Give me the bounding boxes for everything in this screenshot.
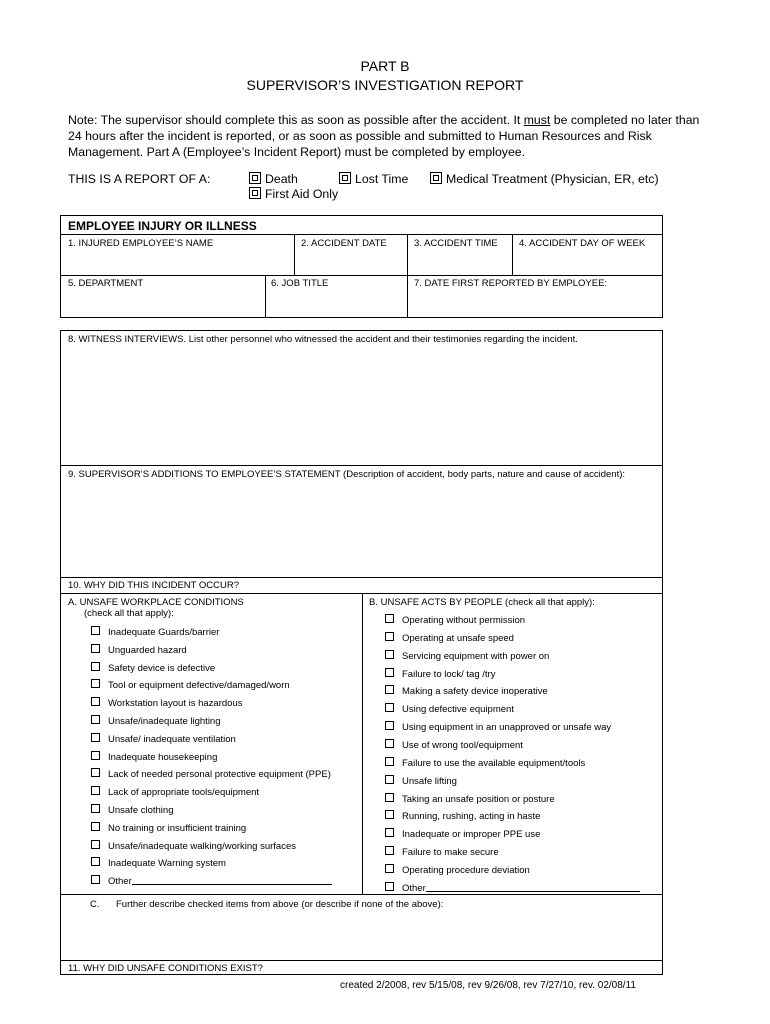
checklist-item[interactable] bbox=[91, 751, 217, 764]
checklist-item[interactable] bbox=[385, 721, 611, 734]
checkbox-icon bbox=[91, 857, 100, 866]
checkbox-icon bbox=[385, 882, 394, 891]
checklist-item[interactable] bbox=[91, 626, 219, 639]
checkbox-icon bbox=[91, 768, 100, 777]
note-text-after: be completed no later than 24 hours after the incident is reported, or as soon as possible and submitted to Human Resources and Risk Management. Part A (Employee’s Incident Report) must be completed by employee. bbox=[68, 113, 700, 159]
option-label: Medical Treatment (Physician, ER, etc) bbox=[446, 172, 659, 186]
checklist-item-label: No training or insufficient training bbox=[108, 822, 247, 834]
checklist-item[interactable] bbox=[385, 668, 495, 681]
divider bbox=[60, 960, 663, 961]
checkbox-icon bbox=[91, 751, 100, 760]
checkbox-icon bbox=[385, 775, 394, 784]
further-describe-field[interactable]: Further describe checked items from above (or describe if none of the above): bbox=[116, 899, 444, 910]
checklist-item[interactable] bbox=[91, 679, 290, 692]
injury-heading: EMPLOYEE INJURY OR ILLNESS bbox=[68, 219, 257, 233]
checkbox-icon bbox=[91, 679, 100, 688]
checklist-item-label: Unsafe clothing bbox=[108, 805, 174, 816]
checkbox-icon bbox=[385, 757, 394, 766]
injured-employee-name-field[interactable]: 1. INJURED EMPLOYEE’S NAME bbox=[68, 238, 214, 249]
why-incident-label: 10. WHY DID THIS INCIDENT OCCUR? bbox=[68, 580, 240, 591]
divider bbox=[265, 275, 266, 318]
checklist-item-label: Unguarded hazard bbox=[108, 644, 187, 656]
checkbox-icon bbox=[385, 632, 394, 641]
checklist-item-label: Operating at unsafe speed bbox=[402, 632, 514, 644]
checkbox-icon bbox=[385, 721, 394, 730]
checklist-item-label: Unsafe/ inadequate ventilation bbox=[108, 733, 236, 745]
checklist-item[interactable] bbox=[91, 697, 242, 710]
checklist-item[interactable] bbox=[91, 822, 246, 835]
divider bbox=[60, 275, 663, 276]
option-label: Death bbox=[265, 172, 298, 186]
checkbox-icon bbox=[385, 739, 394, 748]
checklist-item[interactable] bbox=[385, 775, 457, 788]
checkbox-icon bbox=[91, 662, 100, 671]
accident-day-field[interactable]: 4. ACCIDENT DAY OF WEEK bbox=[519, 238, 646, 249]
divider bbox=[407, 234, 408, 318]
checklist-item[interactable] bbox=[91, 662, 215, 675]
note-text-before: Note: The supervisor should complete this as soon as possible after the accident. It bbox=[68, 113, 524, 127]
supervisor-additions-field[interactable]: 9. SUPERVISOR’S ADDITIONS TO EMPLOYEE’S STATEMENT (Description of accident, body parts, nature and cause of accident): bbox=[68, 469, 626, 480]
checkbox-icon bbox=[91, 715, 100, 724]
checklist-item-label: Using equipment in an unapproved or unsafe way bbox=[402, 722, 612, 734]
divider bbox=[60, 465, 663, 466]
date-first-reported-field[interactable]: 7. DATE FIRST REPORTED BY EMPLOYEE: bbox=[414, 278, 608, 289]
checkbox-icon bbox=[385, 846, 394, 855]
checkbox-icon bbox=[249, 172, 261, 184]
checkbox-icon bbox=[385, 864, 394, 873]
checklist-item[interactable] bbox=[385, 739, 523, 752]
checkbox-icon bbox=[385, 650, 394, 659]
further-describe-letter: C. bbox=[90, 899, 100, 910]
report-type-medical[interactable] bbox=[430, 172, 659, 186]
checkbox-icon bbox=[91, 840, 100, 849]
checklist-item-label: Operating procedure deviation bbox=[402, 864, 530, 876]
checklist-item[interactable] bbox=[91, 733, 236, 746]
report-type-first-aid[interactable] bbox=[249, 187, 338, 201]
checkbox-icon bbox=[91, 875, 100, 884]
checklist-item[interactable] bbox=[91, 804, 173, 817]
instruction-note bbox=[68, 112, 713, 160]
checklist-item-label: Unsafe/inadequate walking/working surfaces bbox=[108, 840, 296, 852]
unsafe-conditions-title: A. UNSAFE WORKPLACE CONDITIONS bbox=[68, 597, 244, 608]
checklist-item[interactable] bbox=[91, 768, 331, 781]
checkbox-icon bbox=[91, 697, 100, 706]
note-emphasis: must bbox=[523, 113, 551, 127]
checkbox-icon bbox=[339, 172, 351, 184]
option-label: First Aid Only bbox=[265, 187, 339, 201]
accident-time-field[interactable]: 3. ACCIDENT TIME bbox=[414, 238, 498, 249]
checkbox-icon bbox=[385, 668, 394, 677]
checkbox-icon bbox=[249, 187, 261, 199]
report-type-death[interactable] bbox=[249, 172, 298, 186]
checklist-item[interactable] bbox=[385, 882, 640, 895]
divider bbox=[60, 234, 663, 235]
checklist-item-label: Lack of appropriate tools/equipment bbox=[108, 787, 260, 799]
checkbox-icon bbox=[91, 822, 100, 831]
unsafe-conditions-subtitle: (check all that apply): bbox=[84, 608, 174, 619]
checkbox-icon bbox=[91, 733, 100, 742]
accident-date-field[interactable]: 2. ACCIDENT DATE bbox=[301, 238, 387, 249]
checkbox-icon bbox=[385, 685, 394, 694]
checklist-item[interactable] bbox=[91, 857, 226, 870]
checklist-item-label: Making a safety device inoperative bbox=[402, 686, 548, 698]
checklist-item-label: Servicing equipment with power on bbox=[402, 650, 550, 662]
checklist-item[interactable] bbox=[385, 793, 555, 806]
revision-footer: created 2/2008, rev 5/15/08, rev 9/26/08, rev 7/27/10, rev. 02/08/11 bbox=[340, 980, 636, 991]
checklist-item-label: Using defective equipment bbox=[402, 704, 514, 716]
checklist-item[interactable] bbox=[385, 632, 514, 645]
checklist-item[interactable] bbox=[385, 614, 525, 627]
checklist-item-label: Operating without permission bbox=[402, 615, 526, 626]
department-field[interactable]: 5. DEPARTMENT bbox=[68, 278, 144, 289]
checklist-item[interactable] bbox=[385, 685, 548, 698]
checklist-item-label: Safety device is defective bbox=[108, 662, 216, 674]
checklist-item-label: Other bbox=[108, 876, 132, 888]
checkbox-icon bbox=[91, 626, 100, 635]
checklist-item-label: Workstation layout is hazardous bbox=[108, 698, 243, 710]
checkbox-icon bbox=[91, 644, 100, 653]
unsafe-acts-title: B. UNSAFE ACTS BY PEOPLE (check all that apply): bbox=[369, 597, 595, 608]
checkbox-icon bbox=[385, 703, 394, 712]
checklist-item-label: Running, rushing, acting in haste bbox=[402, 811, 541, 823]
part-label: PART B bbox=[360, 58, 410, 74]
divider bbox=[362, 593, 363, 894]
other-blank-line[interactable] bbox=[132, 875, 332, 885]
checklist-item-label: Inadequate Warning system bbox=[108, 858, 226, 870]
checklist-item[interactable] bbox=[385, 810, 540, 823]
checklist-item-label: Inadequate Guards/barrier bbox=[108, 627, 220, 638]
checkbox-icon bbox=[91, 786, 100, 795]
checklist-item-label: Failure to lock/ tag /try bbox=[402, 668, 496, 680]
checklist-item[interactable] bbox=[385, 703, 514, 716]
checkbox-icon bbox=[385, 828, 394, 837]
checkbox-icon bbox=[385, 810, 394, 819]
checkbox-icon bbox=[91, 804, 100, 813]
witness-interviews-field[interactable]: 8. WITNESS INTERVIEWS. List other personnel who witnessed the accident and their testimonies regarding the incident. bbox=[68, 334, 578, 345]
checkbox-icon bbox=[430, 172, 442, 184]
job-title-field[interactable]: 6. JOB TITLE bbox=[271, 278, 329, 289]
checklist-item-label: Lack of needed personal protective equipment (PPE) bbox=[108, 769, 331, 781]
divider bbox=[294, 234, 295, 275]
report-type-label: THIS IS A REPORT OF A: bbox=[68, 172, 211, 186]
option-label: Lost Time bbox=[355, 172, 409, 186]
checklist-item[interactable] bbox=[91, 715, 221, 728]
checklist-item[interactable] bbox=[385, 650, 549, 663]
divider bbox=[60, 894, 663, 895]
checklist-item[interactable] bbox=[385, 828, 540, 841]
checklist-item[interactable] bbox=[91, 786, 259, 799]
checklist-item-label: Use of wrong tool/equipment bbox=[402, 739, 523, 751]
page-title: SUPERVISOR’S INVESTIGATION REPORT bbox=[246, 77, 524, 93]
checklist-item-label: Failure to make secure bbox=[402, 847, 499, 859]
why-unsafe-conditions-field[interactable]: 11. WHY DID UNSAFE CONDITIONS EXIST? bbox=[68, 963, 263, 974]
checklist-item-label: Tool or equipment defective/damaged/worn bbox=[108, 680, 290, 692]
checkbox-icon bbox=[385, 793, 394, 802]
checklist-item-label: Other bbox=[402, 882, 426, 894]
checklist-item-label: Failure to use the available equipment/tools bbox=[402, 757, 586, 769]
divider bbox=[60, 577, 663, 578]
checklist-item[interactable] bbox=[91, 875, 332, 888]
checklist-item[interactable] bbox=[385, 846, 499, 859]
divider bbox=[512, 234, 513, 275]
report-type-lost-time[interactable] bbox=[339, 172, 408, 186]
checklist-item[interactable] bbox=[91, 840, 296, 853]
checklist-item-label: Unsafe/inadequate lighting bbox=[108, 716, 221, 727]
checklist-item[interactable] bbox=[385, 864, 530, 877]
checklist-item[interactable] bbox=[91, 644, 187, 657]
other-blank-line[interactable] bbox=[426, 882, 640, 892]
checklist-item-label: Unsafe lifting bbox=[402, 775, 457, 787]
checklist-item-label: Inadequate or improper PPE use bbox=[402, 829, 541, 841]
checkbox-icon bbox=[385, 614, 394, 623]
checklist-item-label: Taking an unsafe position or posture bbox=[402, 793, 555, 805]
checklist-item-label: Inadequate housekeeping bbox=[108, 751, 218, 763]
checklist-item[interactable] bbox=[385, 757, 585, 770]
